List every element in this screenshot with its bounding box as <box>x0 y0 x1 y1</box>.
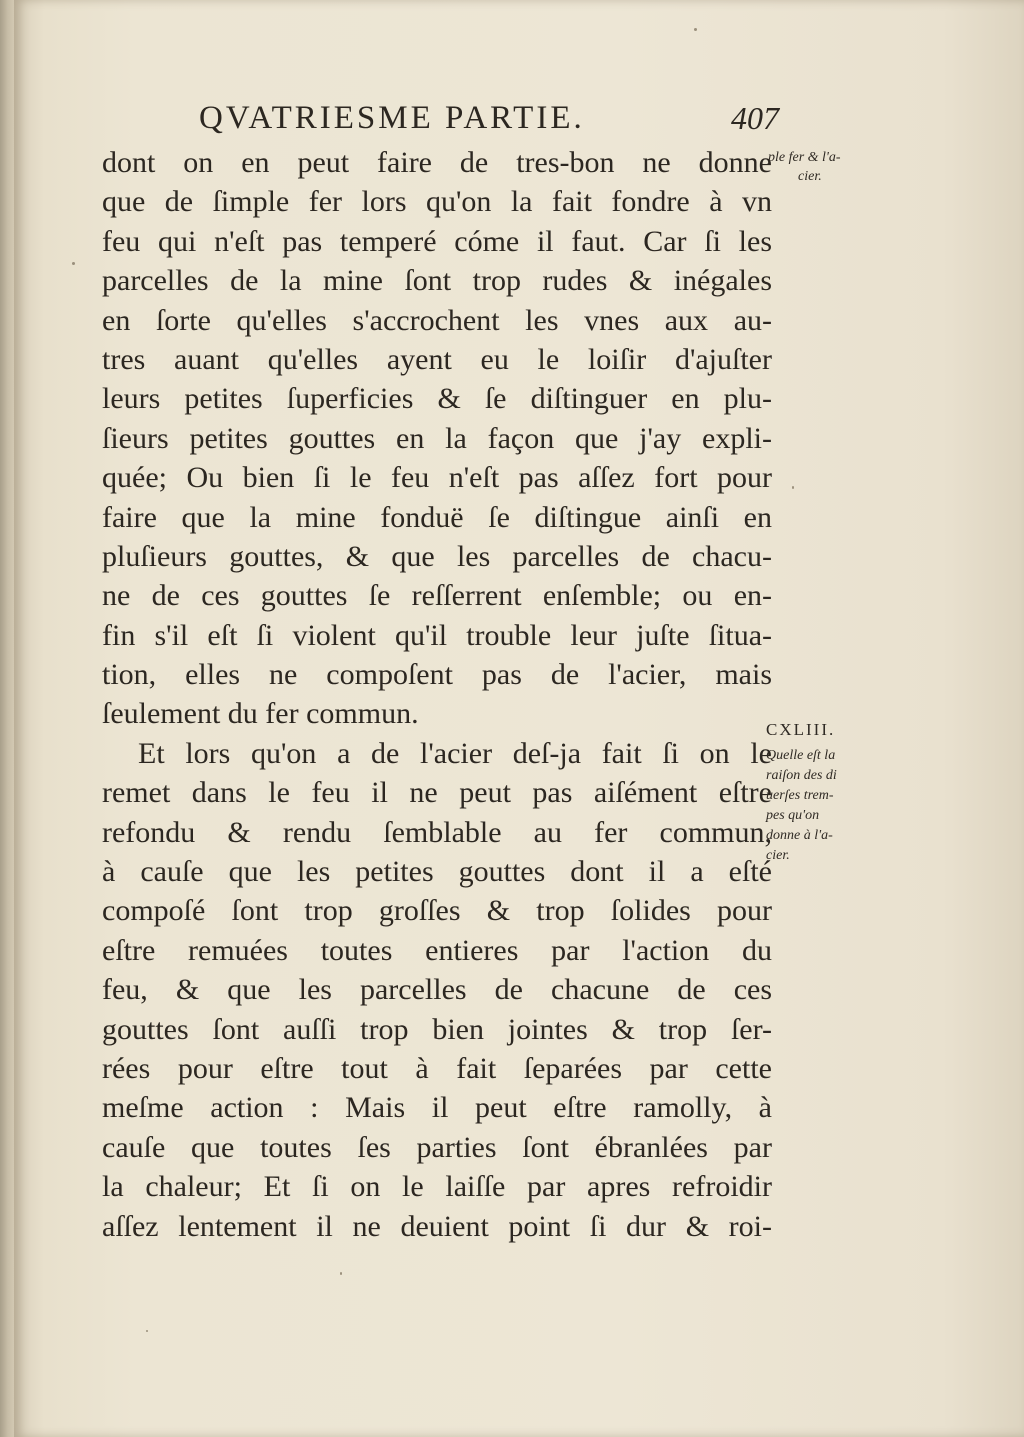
margin-section-number: CXLIII. <box>766 720 836 739</box>
text-line: remet dans le feu il ne peut pas aiſément eſtre <box>102 776 772 810</box>
text-line: feu qui n'eſt pas temperé cóme il faut. Car ſi les <box>102 224 772 258</box>
text-line: ne de ces gouttes ſe reſſerrent enſemble; ou en- <box>102 579 772 613</box>
text-line: que de ſimple fer lors qu'on la fait fondre à vn <box>102 185 772 219</box>
text-line: compoſé ſont trop groſſes & trop ſolides pour <box>102 894 772 928</box>
text-line: aſſez lentement il ne deuient point ſi dur & roi- <box>102 1209 772 1243</box>
text-line: fin s'il eſt ſi violent qu'il trouble leur juſte ſitua- <box>102 618 772 652</box>
margin-note-line: donne à l'a- <box>766 828 833 843</box>
margin-note-top-line: cier. <box>798 169 822 184</box>
text-line: feu, & que les parcelles de chacune de ces <box>102 973 772 1007</box>
text-line: eſtre remuées toutes entieres par l'action du <box>102 933 772 967</box>
running-head: QVATRIESME PARTIE. <box>199 100 585 136</box>
text-line: leurs petites ſuperficies & ſe diſtinguer en plu- <box>102 382 772 416</box>
text-line: refondu & rendu ſemblable au fer commun, <box>102 815 772 849</box>
paragraph-start-line: Et lors qu'on a de l'acier deſ-ja fait ſi on le <box>138 736 772 770</box>
text-line: rées pour eſtre tout à fait ſeparées par cette <box>102 1051 772 1085</box>
text-line: parcelles de la mine ſont trop rudes & inégales <box>102 264 772 298</box>
text-line: tion, elles ne compoſent pas de l'acier, mais <box>102 658 772 692</box>
margin-note-top-line: ple fer & l'a- <box>768 150 841 165</box>
page-number: 407 <box>731 100 779 136</box>
text-line: quée; Ou bien ſi le feu n'eſt pas aſſez fort pour <box>102 461 772 495</box>
paper-speck <box>792 486 794 489</box>
text-line: faire que la mine fonduë ſe diſtingue ainſi en <box>102 500 772 534</box>
text-line: en ſorte qu'elles s'accrochent les vnes aux au- <box>102 303 772 337</box>
paper-speck <box>146 1330 148 1332</box>
text-line: gouttes ſont auſſi trop bien jointes & trop ſer- <box>102 1012 772 1046</box>
paper-speck <box>340 1272 342 1275</box>
margin-note-line: uerſes trem- <box>766 788 834 803</box>
text-line: ſeulement du fer commun. <box>102 697 419 731</box>
text-line: tres auant qu'elles ayent eu le loiſir d'ajuſter <box>102 342 772 376</box>
text-line: meſme action : Mais il peut eſtre ramolly, à <box>102 1091 772 1125</box>
page-header <box>199 100 779 140</box>
paper-speck <box>72 262 75 265</box>
text-line: ſieurs petites gouttes en la façon que j'ay expli- <box>102 421 772 455</box>
margin-note-line: Quelle eſt la <box>766 748 836 763</box>
text-line: dont on en peut faire de tres-bon ne donne <box>102 146 772 179</box>
margin-note-line: raiſon des di <box>766 768 837 783</box>
book-page <box>14 0 1024 1437</box>
text-line: à cauſe que les petites gouttes dont il a eſté <box>102 855 772 889</box>
margin-note-line: cier. <box>766 848 790 863</box>
margin-note-line: pes qu'on <box>766 808 820 823</box>
text-line: la chaleur; Et ſi on le laiſſe par apres refroidir <box>102 1170 772 1204</box>
body-text <box>102 143 772 1246</box>
text-line: pluſieurs gouttes, & que les parcelles de chacu- <box>102 539 772 573</box>
paper-speck <box>694 28 697 31</box>
text-line: cauſe que toutes ſes parties ſont ébranlées par <box>102 1130 772 1164</box>
